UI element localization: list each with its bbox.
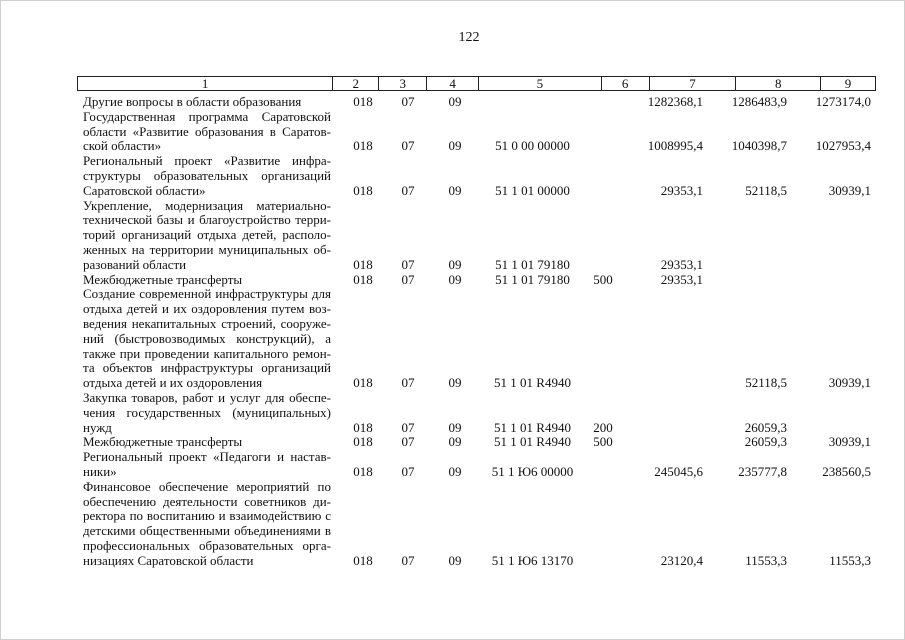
- amount-col-8: 52118,5: [745, 375, 787, 391]
- row-description-line: структуры образовательных организаций: [83, 168, 331, 183]
- header-col-5: 5: [479, 77, 602, 90]
- target-article: 51 1 01 R4940: [494, 419, 571, 435]
- subsection-code: 09: [448, 256, 462, 272]
- row-description-line: Финансовое обеспечение мероприятий по: [83, 478, 331, 494]
- amount-col-8: 26059,3: [744, 419, 787, 435]
- amount-col-9: 238560,5: [822, 464, 871, 479]
- amount-col-9: 30939,1: [828, 375, 871, 391]
- row-description-line: Закупка товаров, работ и услуг для обеспе-: [83, 390, 331, 405]
- header-col-2: 2: [333, 77, 379, 90]
- amount-col-9: 30939,1: [828, 182, 871, 198]
- amount-col-7: 29353,1: [660, 256, 703, 272]
- row-description-line: ведения некапитальных строений, сооруже-: [83, 316, 331, 331]
- amount-col-8: 235777,8: [738, 464, 787, 479]
- section-code: 07: [401, 552, 415, 568]
- section-code: 07: [401, 464, 415, 479]
- kvsr-code: 018: [353, 94, 373, 109]
- kvsr-code: 018: [353, 464, 373, 479]
- row-description-line: женных на территории муниципальных об-: [83, 242, 331, 257]
- section-code: 07: [401, 271, 415, 287]
- row-description-line: Создание современной инфраструктуры для: [83, 286, 331, 302]
- kvsr-code: 018: [353, 138, 373, 154]
- header-col-7: 7: [650, 77, 737, 90]
- amount-col-9: 11553,3: [829, 552, 871, 568]
- row-description-line: ректора по воспитанию и взаимодействию с: [83, 508, 331, 524]
- section-code: 07: [401, 138, 415, 154]
- header-col-1: 1: [78, 77, 333, 90]
- amount-col-7: 23120,4: [660, 552, 703, 568]
- row-description-line: Региональный проект «Педагоги и настав-: [83, 449, 331, 465]
- row-description-line: торий организаций отдыха детей, располо-: [83, 227, 331, 243]
- row-description-line: Межбюджетные трансферты: [83, 434, 243, 450]
- row-description-line: отдыха детей и их оздоровления путем воз-: [83, 301, 331, 317]
- amount-col-7: 29353,1: [660, 271, 703, 287]
- subsection-code: 09: [448, 271, 462, 287]
- amount-col-7: 1008995,4: [647, 138, 703, 154]
- amount-col-8: 52118,5: [745, 182, 787, 198]
- subsection-code: 09: [448, 94, 462, 109]
- expense-type: 200: [593, 419, 613, 435]
- subsection-code: 09: [448, 434, 462, 450]
- header-col-4: 4: [427, 77, 479, 90]
- row-description-line: разований области: [83, 256, 187, 272]
- subsection-code: 09: [448, 419, 462, 435]
- amount-col-8: 26059,3: [744, 434, 787, 450]
- amount-col-7: 245045,6: [654, 464, 703, 479]
- row-description-line: ники»: [83, 464, 117, 479]
- kvsr-code: 018: [353, 182, 373, 198]
- kvsr-code: 018: [353, 271, 373, 287]
- amount-col-7: 1282368,1: [647, 94, 703, 109]
- target-article: 51 1 01 00000: [495, 182, 570, 198]
- kvsr-code: 018: [353, 256, 373, 272]
- amount-col-7: 29353,1: [660, 182, 703, 198]
- subsection-code: 09: [448, 464, 462, 479]
- row-description-line: Региональный проект «Развитие инфра-: [83, 153, 331, 169]
- section-code: 07: [401, 434, 415, 450]
- row-description-line: обеспечению деятельности советников ди-: [83, 493, 331, 509]
- target-article: 51 1 01 79180: [495, 256, 570, 272]
- section-code: 07: [401, 182, 415, 198]
- row-description-line: Укрепление, модернизация материально-: [83, 197, 331, 213]
- row-description-line: также при проведении капитального ремон-: [83, 345, 331, 361]
- target-article: 51 1 01 R4940: [494, 434, 571, 450]
- section-code: 07: [401, 375, 415, 391]
- row-description-line: области «Развитие образования в Саратов-: [83, 123, 331, 139]
- target-article: 51 0 00 00000: [495, 138, 570, 154]
- kvsr-code: 018: [353, 552, 373, 568]
- row-description-line: нужд: [83, 419, 112, 435]
- subsection-code: 09: [448, 138, 462, 154]
- expense-type: 500: [593, 434, 613, 450]
- subsection-code: 09: [448, 552, 462, 568]
- row-description-line: ской области»: [83, 138, 162, 154]
- page-number: 122: [458, 30, 480, 45]
- target-article: 51 1 Ю6 00000: [491, 464, 574, 479]
- section-code: 07: [401, 94, 415, 109]
- amount-col-8: 1286483,9: [731, 94, 787, 109]
- amount-col-9: 1273174,0: [815, 94, 871, 109]
- expense-type: 500: [593, 271, 613, 287]
- row-description-line: низациях Саратовской области: [83, 552, 254, 568]
- kvsr-code: 018: [353, 375, 373, 391]
- kvsr-code: 018: [353, 434, 373, 450]
- row-description-line: технической базы и благоустройство терри-: [83, 212, 331, 228]
- row-description-line: профессиональных образовательных орга-: [83, 538, 331, 553]
- subsection-code: 09: [448, 375, 462, 391]
- row-description-line: Саратовской области»: [83, 182, 206, 198]
- target-article: 51 1 01 79180: [495, 271, 570, 287]
- header-col-8: 8: [736, 77, 821, 90]
- header-col-9: 9: [844, 76, 852, 91]
- target-article: 51 1 Ю6 13170: [491, 552, 574, 568]
- row-description-line: ний (быстровозводимых конструкций), а: [83, 330, 331, 346]
- row-description-line: та объектов инфраструктуры организаций: [83, 360, 331, 376]
- amount-col-9: 30939,1: [828, 434, 871, 450]
- row-description-line: детскими общественными объединениями в: [83, 523, 331, 539]
- amount-col-8: 1040398,7: [731, 138, 787, 154]
- section-code: 07: [401, 256, 415, 272]
- amount-col-8: 11553,3: [745, 552, 787, 568]
- subsection-code: 09: [448, 182, 462, 198]
- row-description-line: Межбюджетные трансферты: [83, 271, 243, 287]
- kvsr-code: 018: [353, 419, 373, 435]
- row-description-line: отдыха детей и их оздоровления: [83, 375, 263, 391]
- header-col-3: 3: [379, 77, 427, 90]
- row-description-line: Государственная программа Саратовской: [83, 108, 331, 124]
- header-col-6: 6: [602, 77, 650, 90]
- section-code: 07: [401, 419, 415, 435]
- amount-col-9: 1027953,4: [815, 138, 871, 154]
- row-description-line: чения государственных (муниципальных): [83, 404, 331, 420]
- row-description-line: Другие вопросы в области образования: [83, 94, 302, 109]
- target-article: 51 1 01 R4940: [494, 375, 571, 391]
- table-header-row: [77, 76, 876, 91]
